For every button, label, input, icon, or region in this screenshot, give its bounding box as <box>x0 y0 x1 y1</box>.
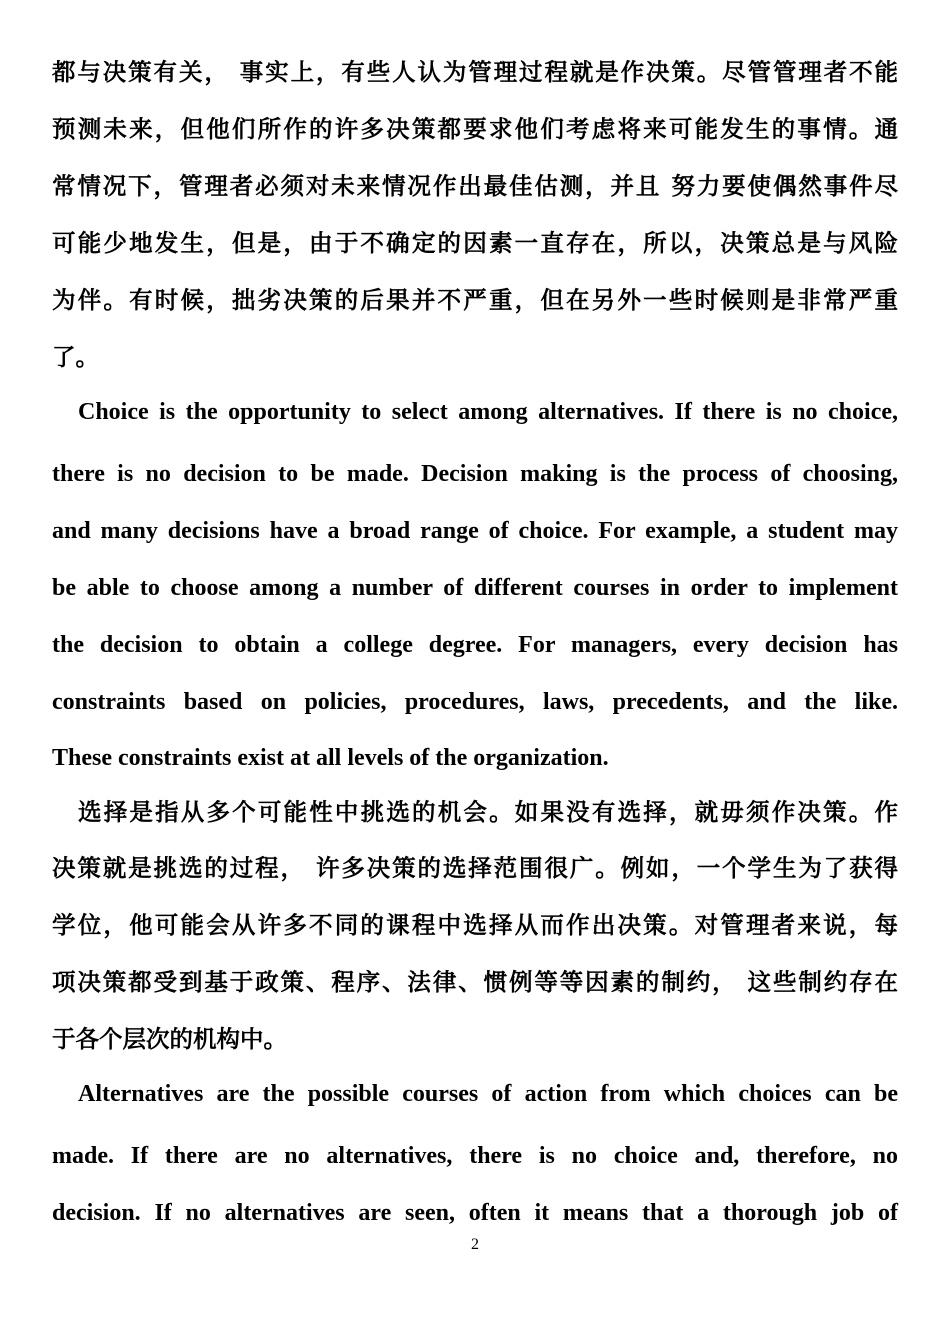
text-line: there is no decision to be made. Decision making is the process of choosing, <box>52 461 898 487</box>
text-line: 学位，他可能会从许多不同的课程中选择从而作出决策。对管理者来说，每 <box>52 911 898 939</box>
text-line: 决策就是挑选的过程， 许多决策的选择范围很广。例如，一个学生为了获得 <box>52 854 898 882</box>
text-line: 常情况下，管理者必须对未来情况作出最佳估测，并且 努力要使偶然事件尽 <box>52 172 898 200</box>
text-line: the decision to obtain a college degree. For managers, every decision has <box>52 632 898 658</box>
text-line: made. If there are no alternatives, there is no choice and, therefore, no <box>52 1143 898 1169</box>
text-line: 预测未来，但他们所作的许多决策都要求他们考虑将来可能发生的事情。通 <box>52 115 898 143</box>
text-line: 于各个层次的机构中。 <box>52 1025 287 1053</box>
text-line: 项决策都受到基于政策、程序、法律、惯例等等因素的制约， 这些制约存在 <box>52 968 898 996</box>
text-line: These constraints exist at all levels of the organization. <box>52 745 609 771</box>
text-line: and many decisions have a broad range of choice. For example, a student may <box>52 518 898 544</box>
text-line: Alternatives are the possible courses of action from which choices can be <box>78 1081 898 1107</box>
text-line: 都与决策有关， 事实上，有些人认为管理过程就是作决策。尽管管理者不能 <box>52 58 898 86</box>
text-line: 为伴。有时候，拙劣决策的后果并不严重，但在另外一些时候则是非常严重 <box>52 286 898 314</box>
text-line: 选择是指从多个可能性中挑选的机会。如果没有选择，就毋须作决策。作 <box>78 798 898 826</box>
text-line: 可能少地发生，但是，由于不确定的因素一直存在，所以，决策总是与风险 <box>52 229 898 257</box>
text-line: be able to choose among a number of different courses in order to implement <box>52 575 898 601</box>
page-number: 2 <box>471 1236 479 1253</box>
text-line: 了。 <box>52 343 99 371</box>
text-line: constraints based on policies, procedures, laws, precedents, and the like. <box>52 689 898 715</box>
text-line: decision. If no alternatives are seen, often it means that a thorough job of <box>52 1200 898 1226</box>
text-line: Choice is the opportunity to select among alternatives. If there is no choice, <box>78 399 898 425</box>
